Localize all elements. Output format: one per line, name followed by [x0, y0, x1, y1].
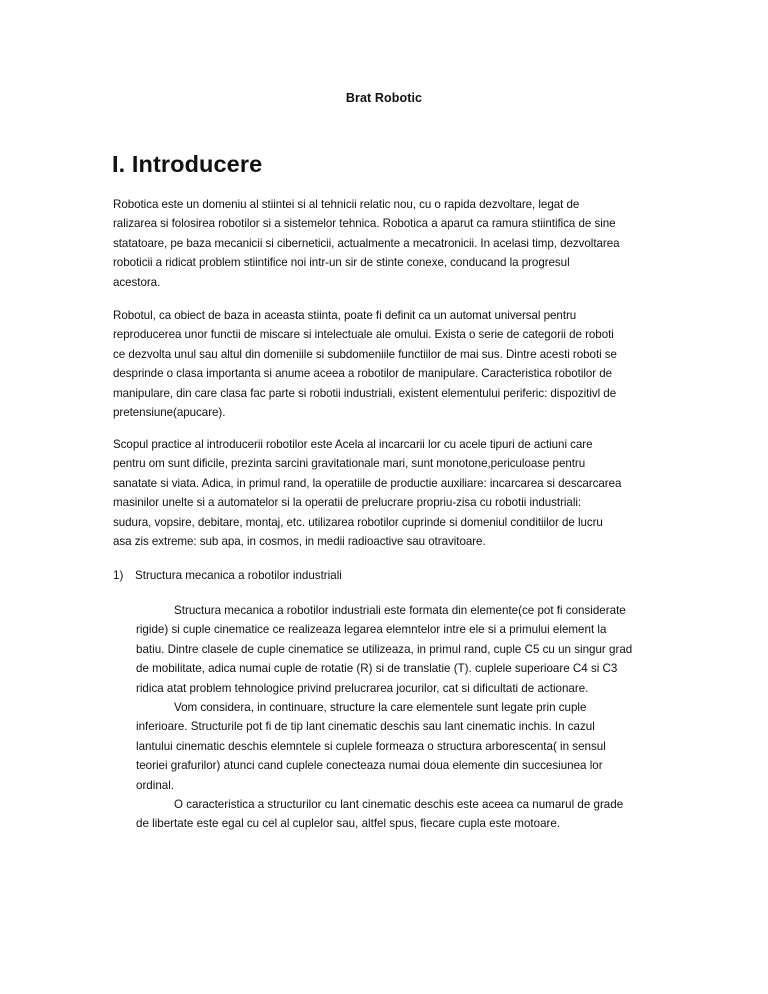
text-line: Scopul practice al introducerii robotilor este Acela al incarcarii lor cu acele tipuri de actiuni care [113, 438, 593, 451]
text-line: batiu. Dintre clasele de cuple cinematice se utilizeaza, in primul rand, cuple C5 cu un singur grad [136, 642, 633, 656]
paragraph-2 [113, 306, 673, 422]
section-heading: I. Introducere [112, 151, 263, 177]
document-title: Brat Robotic [345, 91, 423, 105]
text-line: Vom considera, in continuare, structure la care elementele sunt legate prin cuple [174, 701, 587, 715]
subsection-title: Structura mecanica a robotilor industriali [135, 569, 342, 582]
text-line: ce dezvolta unul sau altul din domeniile si subdomeniile functiilor de mai sus. Dintre acesti roboti se [113, 347, 617, 361]
text-line: pretensiune(apucare). [113, 406, 226, 420]
text-line: ridica atat problem tehnologice privind prelucrarea jocurilor, cat si dificultati de actionare. [136, 681, 589, 695]
subsection-heading [113, 566, 342, 585]
text-line: de mobilitate, adica numai cuple de rotatie (R) si de translatie (T). cuplele superioare C4 si C3 [136, 662, 618, 676]
text-line: rigide) si cuple cinematice ce realizeaza legarea elemntelor intre ele si a primului element la [136, 623, 607, 637]
text-line: reproducerea unor functii de miscare si intelectuale ale omului. Exista o serie de categorii de roboti [113, 328, 614, 342]
text-line: de libertate este egal cu cel al cuplelor sau, altfel spus, fiecare cupla este motoare. [136, 817, 561, 831]
text-line: ordinal. [136, 778, 175, 792]
text-line: lantului cinematic deschis elemntele si cuplele formeaza o structura arborescenta( in sensul [136, 739, 606, 753]
text-line: asa zis extreme: sub apa, in cosmos, in medii radioactive sau otravitoare. [113, 535, 486, 549]
text-line: O caracteristica a structurilor cu lant cinematic deschis este aceea ca numarul de grade [174, 798, 624, 812]
text-line: inferioare. Structurile pot fi de tip lant cinematic deschis sau lant cinematic inchis. In cazul [136, 720, 595, 734]
text-line: masinilor unelte si a automatelor si la operatii de prelucrare propriu-zisa cu robotii industriali: [113, 496, 582, 510]
paragraph-3 [113, 435, 673, 551]
text-line: roboticii a ridicat problem stiintifice noi intr-un sir de stinte conexe, conducand la progresul [113, 256, 570, 270]
paragraph-1 [113, 195, 673, 292]
text-line: desprinde o clasa importanta si anume aceea a robotilor de manipulare. Caracteristica robotilor de [113, 367, 613, 381]
text-line: sudura, vopsire, debitare, montaj, etc. utilizarea robotilor cuprinde si domeniul conditiilor de lucru [113, 515, 603, 529]
text-line: manipulare, din care clasa fac parte si robotii industriali, existent elementului periferic: dispozitivl de [113, 386, 617, 400]
text-line: ralizarea si folosirea robotilor si a sistemelor tehnica. Robotica a aparut ca ramura stiintifica de sine [113, 217, 616, 231]
subsection-body [136, 601, 681, 834]
text-line: Robotica este un domeniu al stiintei si al tehnicii relatic nou, cu o rapida dezvoltare, legat de [113, 198, 580, 211]
text-line: statatoare, pe baza mecanicii si ciberneticii, actualmente a mecatronicii. In acelasi timp, dezvoltarea [113, 236, 620, 250]
text-line: pentru om sunt dificile, prezinta sarcini gravitationale mari, sunt monotone,periculoase pentru [113, 457, 586, 471]
text-line: teoriei grafurilor) atunci cand cuplele conecteaza numai doua elemente din succesiunea lor [136, 759, 603, 773]
text-line: acestora. [113, 275, 161, 289]
list-number: 1) [113, 569, 124, 582]
text-line: Structura mecanica a robotilor industriali este formata din elemente(ce pot fi considerate [174, 604, 626, 617]
text-line: Robotul, ca obiect de baza in aceasta stiinta, poate fi definit ca un automat universal pentru [113, 309, 577, 322]
text-line: sanatate si viata. Adica, in primul rand, la operatiile de productie auxiliare: incarcarea si descarcarea [113, 476, 622, 490]
